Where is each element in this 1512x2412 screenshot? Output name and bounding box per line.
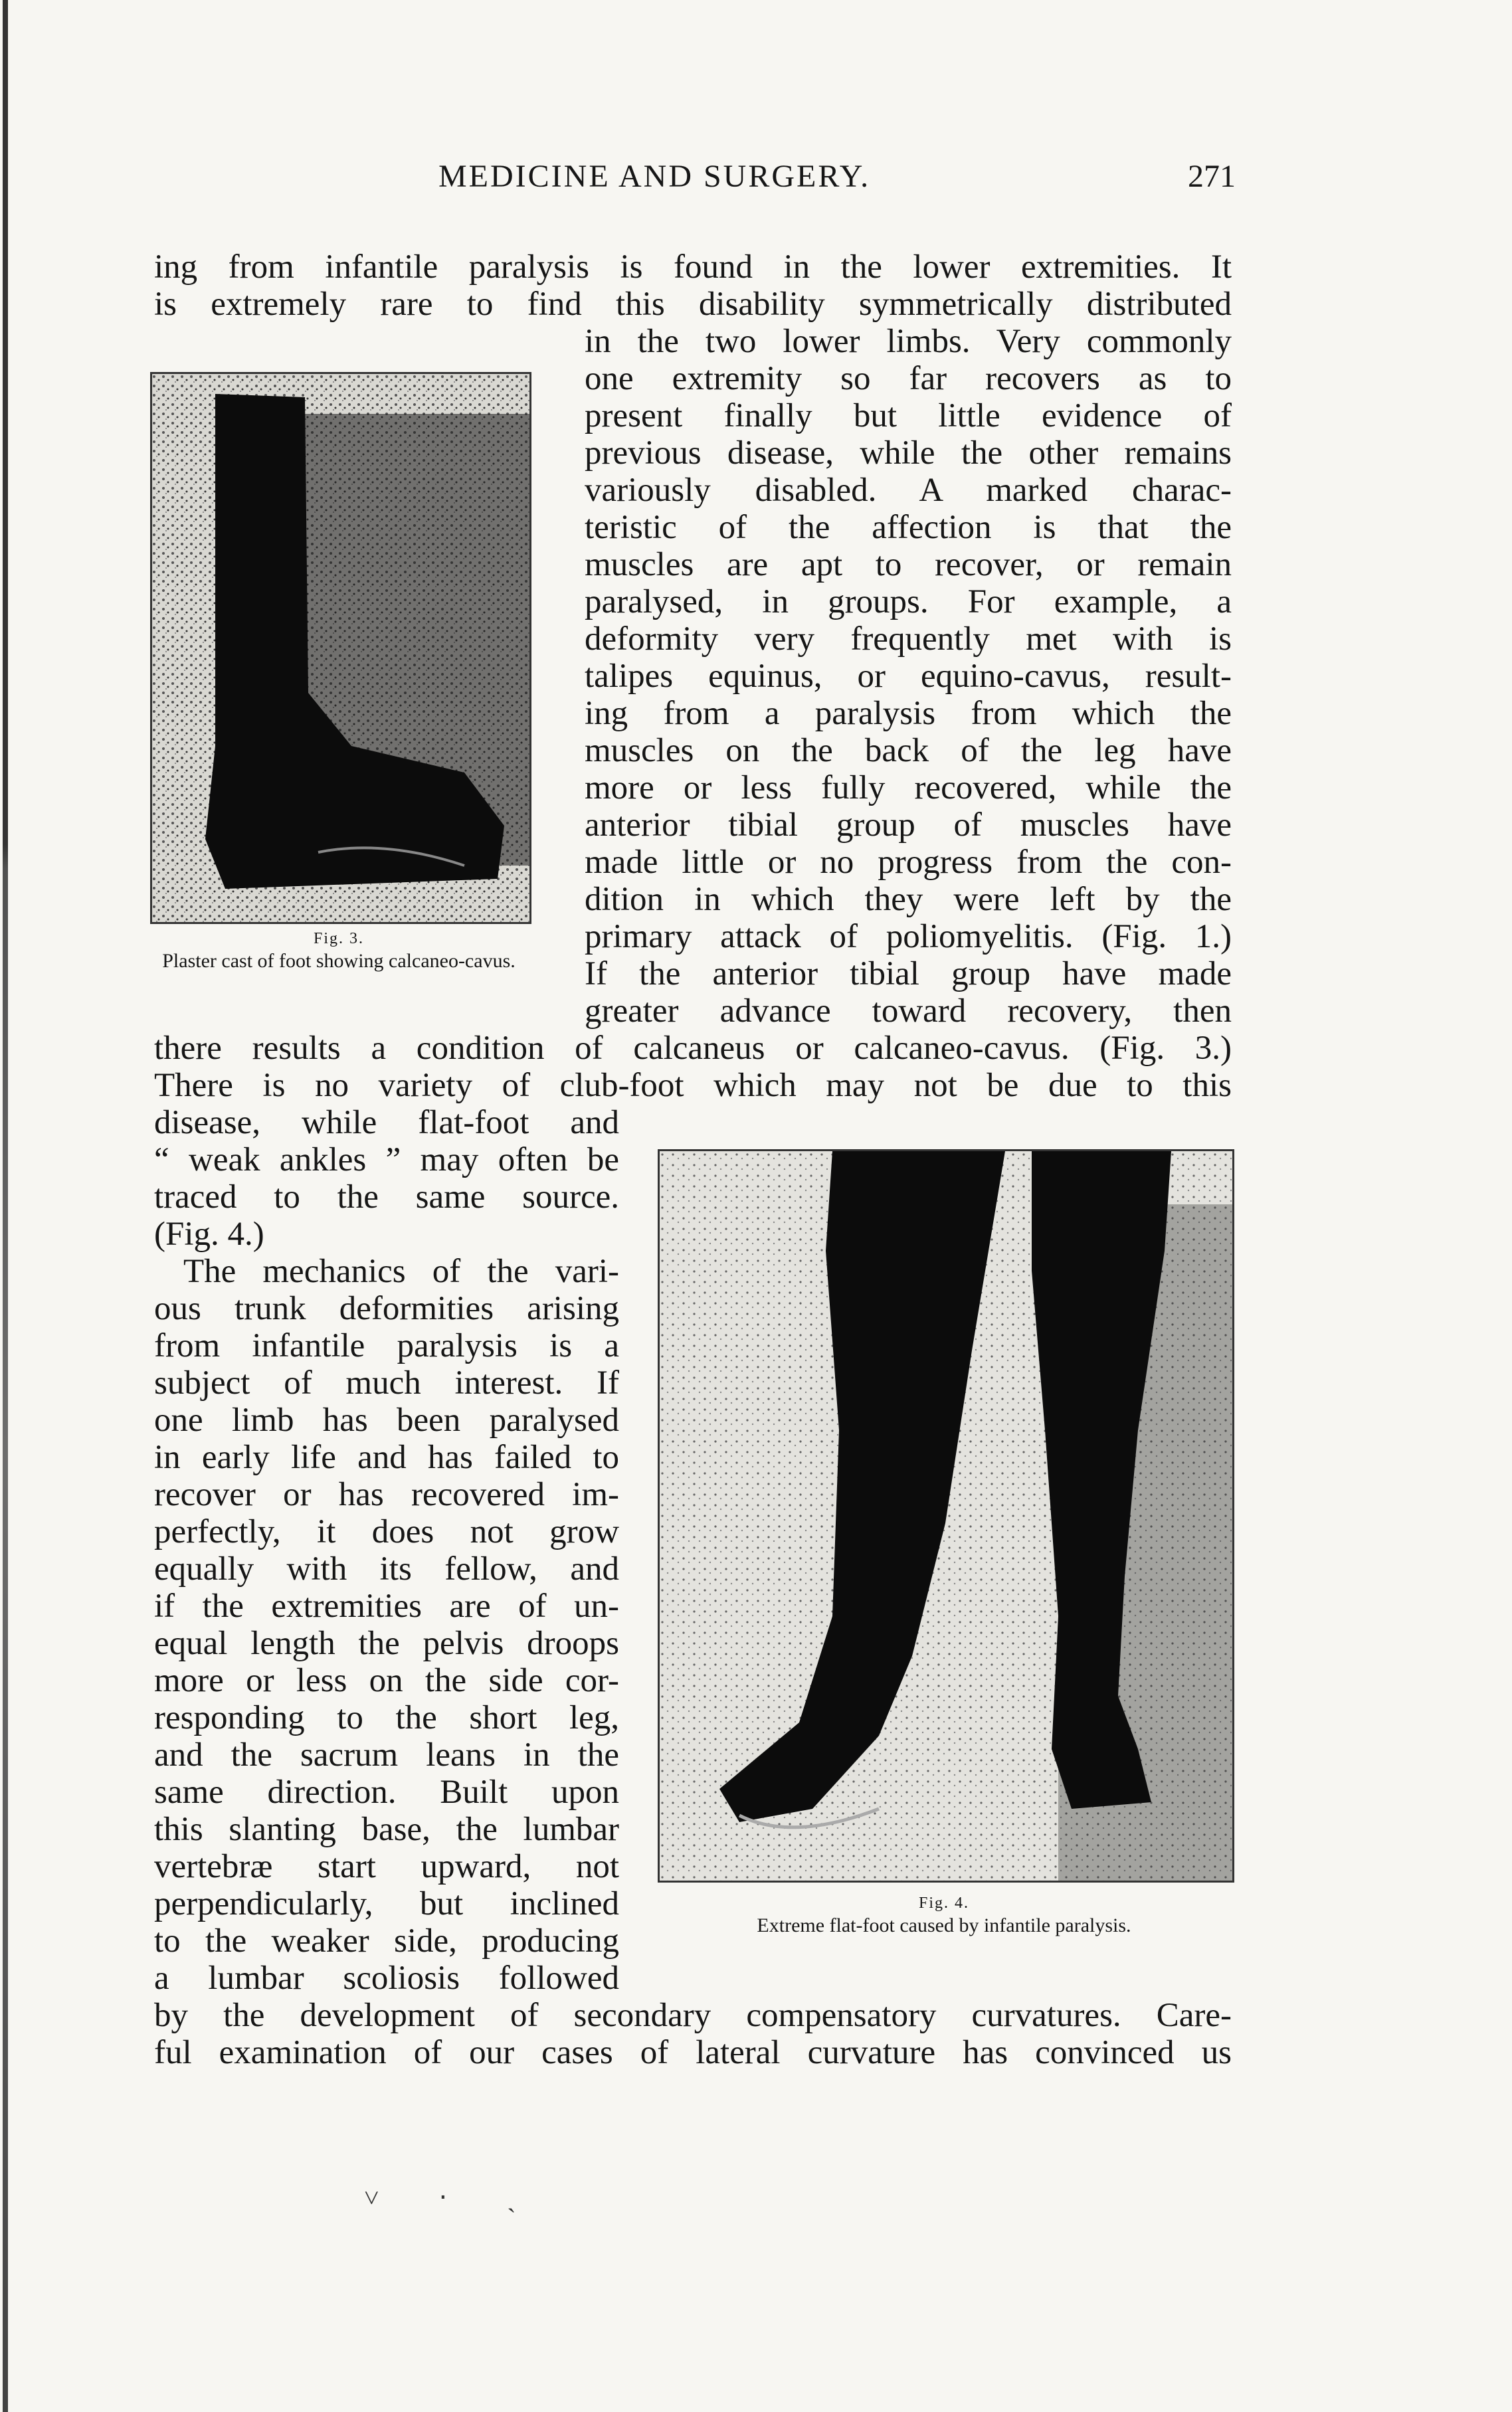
text-line: anterior tibial group of muscles have [585,806,1232,844]
text-line: subject of much interest. If [154,1364,619,1402]
text-line: a lumbar scoliosis followed [154,1960,619,1997]
text-line: if the extremities are of un- [154,1588,619,1625]
text-line: ous trunk deformities arising [154,1290,619,1327]
figure-4-caption-text: Extreme flat-foot caused by infantile paralysis. [757,1914,1131,1936]
print-specks: ˅ ‧ ˎ [364,2183,543,2213]
text-line: same direction. Built upon [154,1774,619,1811]
text-line: made little or no progress from the con- [585,844,1232,881]
text-line: If the anterior tibial group have made [585,955,1232,992]
text-line: one extremity so far recovers as to [585,360,1232,397]
text-line: paralysed, in groups. For example, a [585,583,1232,620]
flat-foot-legs-illustration [660,1151,1232,1881]
text-line: more or less fully recovered, while the [585,769,1232,806]
text-line: perfectly, it does not grow [154,1513,619,1550]
text-line: ing from infantile paralysis is found in the lower extremities. It [154,248,1232,286]
figure-3-label: Fig. 3. [313,930,364,947]
text-line: muscles are apt to recover, or remain [585,546,1232,583]
text-line: present finally but little evidence of [585,397,1232,434]
text-line: traced to the same source. [154,1178,619,1216]
binding-margin-shadow [3,0,8,2412]
text-line: and the sacrum leans in the [154,1736,619,1774]
text-line: recover or has recovered im- [154,1476,619,1513]
page-number: 271 [1188,159,1236,194]
text-line: this slanting base, the lumbar [154,1811,619,1848]
text-line: There is no variety of club-foot which may not be due to this [154,1067,1232,1104]
text-line: equally with its fellow, and [154,1550,619,1588]
text-line: talipes equinus, or equino-cavus, result- [585,658,1232,695]
text-line: ing from a paralysis from which the [585,695,1232,732]
figure-3-caption-text: Plaster cast of foot showing calcaneo-cavus. [162,950,516,972]
figure-3-caption [150,927,527,973]
text-line: there results a condition of calcaneus or calcaneo-cavus. (Fig. 3.) [154,1030,1232,1067]
text-line: perpendicularly, but inclined [154,1885,619,1922]
figure-3-photo [150,372,531,924]
text-line: to the weaker side, producing [154,1922,619,1960]
text-line: vertebræ start upward, not [154,1848,619,1885]
text-line: teristic of the affection is that the [585,509,1232,546]
text-line: in early life and has failed to [154,1439,619,1476]
text-line: (Fig. 4.) [154,1216,264,1253]
text-line: ful examination of our cases of lateral curvature has convinced us [154,2034,1232,2071]
text-line: disease, while flat-foot and [154,1104,619,1141]
text-line: previous disease, while the other remains [585,434,1232,472]
text-line: from infantile paralysis is a [154,1327,619,1364]
text-line: in the two lower limbs. Very commonly [585,323,1232,360]
running-head: MEDICINE AND SURGERY. [438,159,871,194]
text-line: The mechanics of the vari- [183,1253,619,1290]
page-header [153,158,1236,205]
text-line: variously disabled. A marked charac- [585,472,1232,509]
text-line: “ weak ankles ” may often be [154,1141,619,1178]
text-line: muscles on the back of the leg have [585,732,1232,769]
text-line: by the development of secondary compensatory curvatures. Care- [154,1997,1232,2034]
text-line: deformity very frequently met with is [585,620,1232,658]
figure-4-caption [658,1892,1230,1937]
text-line: one limb has been paralysed [154,1402,619,1439]
figure-4-photo [658,1149,1234,1883]
text-line: responding to the short leg, [154,1699,619,1736]
text-line: more or less on the side cor- [154,1662,619,1699]
text-line: primary attack of poliomyelitis. (Fig. 1.) [585,918,1232,955]
plaster-cast-foot-illustration [152,374,529,922]
text-line: greater advance toward recovery, then [585,992,1232,1030]
text-line: equal length the pelvis droops [154,1625,619,1662]
text-line: dition in which they were left by the [585,881,1232,918]
figure-4-label: Fig. 4. [918,1895,969,1912]
text-line: is extremely rare to find this disability symmetrically distributed [154,286,1232,323]
